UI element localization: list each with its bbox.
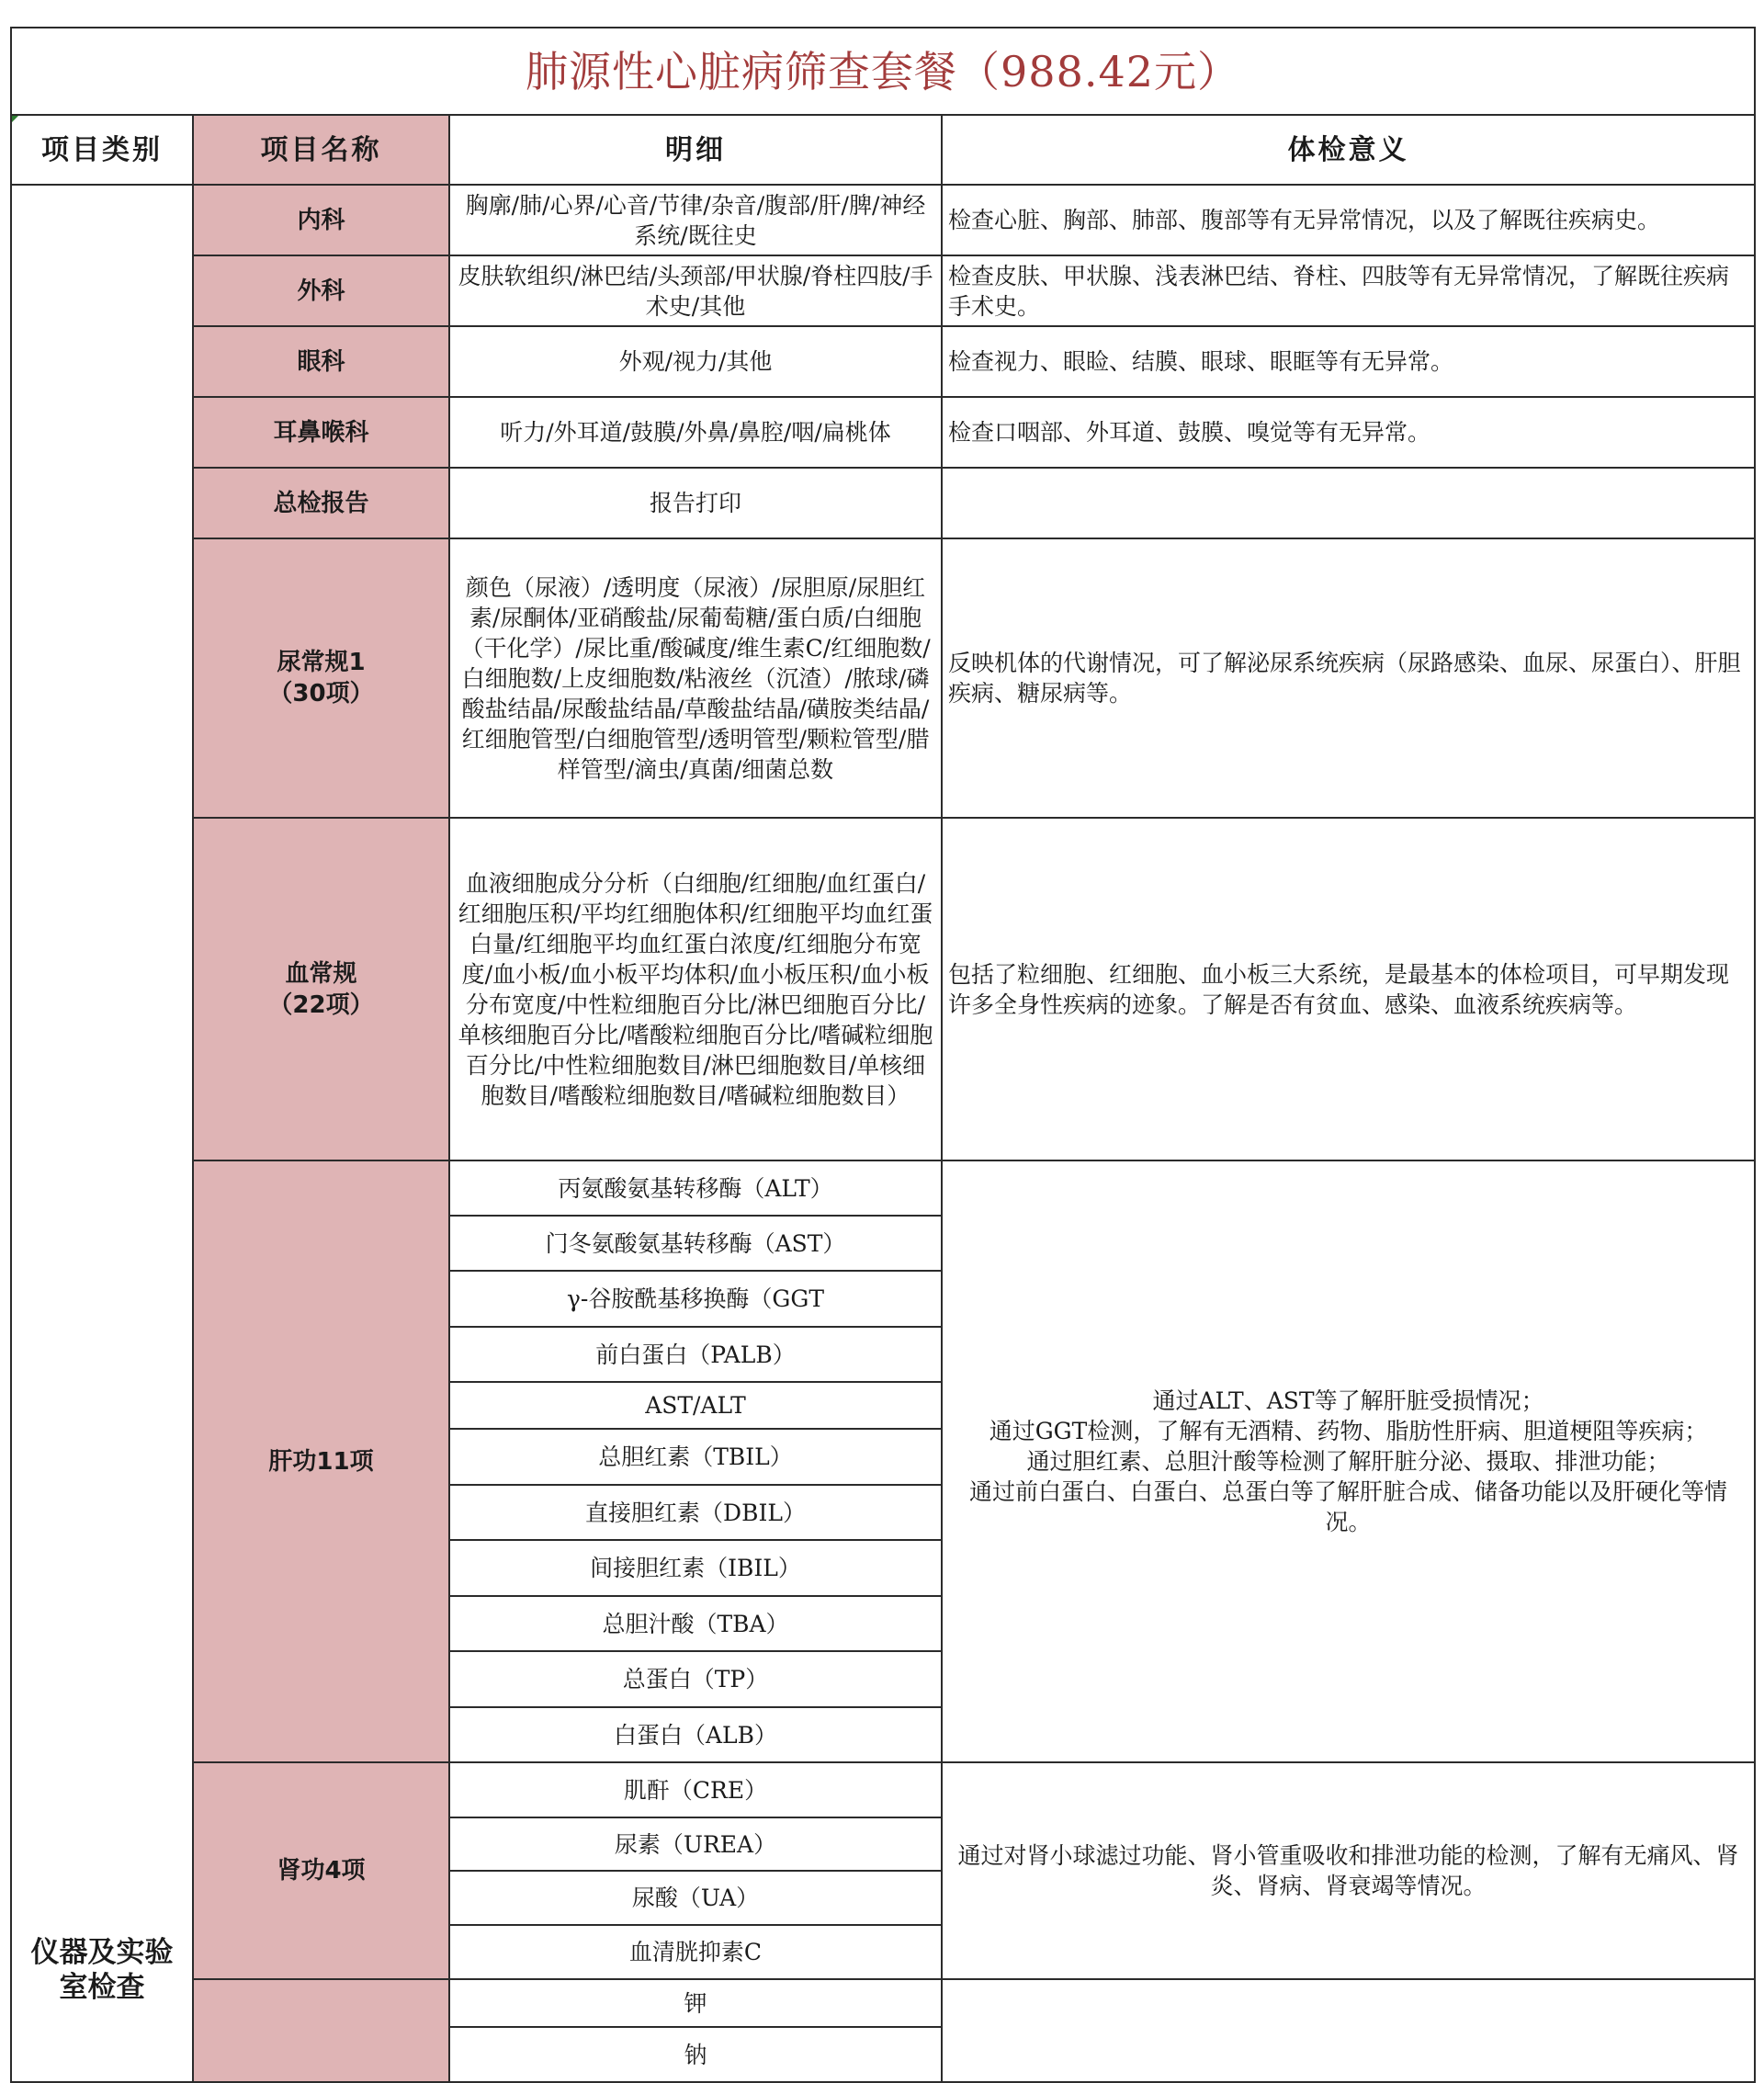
table-row (11, 1979, 1755, 2027)
header-detail: 明细 (449, 115, 942, 185)
header-row (11, 115, 1755, 185)
kidney-item: 肌酐（CRE） (449, 1762, 942, 1817)
table-row (11, 818, 1755, 1160)
header-meaning: 体检意义 (942, 115, 1755, 185)
item-detail: 皮肤软组织/淋巴结/头颈部/甲状腺/脊柱四肢/手术史/其他 (449, 255, 942, 326)
package-table (10, 27, 1756, 2083)
item-detail: 颜色（尿液）/透明度（尿液）/尿胆原/尿胆红素/尿酮体/亚硝酸盐/尿葡萄糖/蛋白质/白细胞（干化学）/尿比重/酸碱度/维生素C/红细胞数/白细胞数/上皮细胞数/粘液丝（沉渣）/脓球/磷酸盐结晶/尿酸盐结晶/草酸盐结晶/磺胺类结晶/红细胞管型/白细胞管型/透明管型/颗粒管型/腊样管型/滴虫/真菌/细菌总数 (449, 538, 942, 818)
kidney-item: 尿酸（UA） (449, 1871, 942, 1925)
item-detail: 报告打印 (449, 468, 942, 538)
table-row (11, 326, 1755, 397)
item-meaning: 检查口咽部、外耳道、鼓膜、嗅觉等有无异常。 (942, 397, 1755, 468)
item-name: 内科 (193, 185, 449, 255)
liver-item: 白蛋白（ALB） (449, 1707, 942, 1762)
package-sheet (10, 27, 1756, 2083)
item-meaning: 反映机体的代谢情况，可了解泌尿系统疾病（尿路感染、血尿、尿蛋白）、肝胆疾病、糖尿病等。 (942, 538, 1755, 818)
electrolyte-item: 钾 (449, 1979, 942, 2027)
liver-item: AST/ALT (449, 1382, 942, 1429)
liver-item: 总胆红素（TBIL） (449, 1429, 942, 1485)
liver-item: 前白蛋白（PALB） (449, 1327, 942, 1382)
liver-item: 间接胆红素（IBIL） (449, 1540, 942, 1596)
title-row (11, 28, 1755, 115)
item-meaning (942, 468, 1755, 538)
liver-item: 丙氨酸氨基转移酶（ALT） (449, 1160, 942, 1216)
table-row (11, 468, 1755, 538)
item-name: 眼科 (193, 326, 449, 397)
liver-item: 门冬氨酸氨基转移酶（AST） (449, 1216, 942, 1271)
table-row (11, 1160, 1755, 1216)
header-category: 项目类别 (11, 115, 193, 185)
item-detail: 血液细胞成分分析（白细胞/红细胞/血红蛋白/红细胞压积/平均红细胞体积/红细胞平均血红蛋白量/红细胞平均血红蛋白浓度/红细胞分布宽度/血小板/血小板平均体积/血小板压积/血小板分布宽度/中性粒细胞百分比/淋巴细胞百分比/单核细胞百分比/嗜酸粒细胞百分比/嗜碱粒细胞百分比/中性粒细胞数目/淋巴细胞数目/单核细胞数目/嗜酸粒细胞数目/嗜碱粒细胞数目） (449, 818, 942, 1160)
item-meaning: 通过对肾小球滤过功能、肾小管重吸收和排泄功能的检测，了解有无痛风、肾炎、肾病、肾衰竭等情况。 (942, 1762, 1755, 1979)
category-cell: 仪器及实验室检查 (11, 185, 193, 2082)
electrolyte-item: 钠 (449, 2027, 942, 2082)
item-detail: 胸廓/肺/心界/心音/节律/杂音/腹部/肝/脾/神经系统/既往史 (449, 185, 942, 255)
item-meaning: 包括了粒细胞、红细胞、血小板三大系统，是最基本的体检项目，可早期发现许多全身性疾病的迹象。了解是否有贫血、感染、血液系统疾病等。 (942, 818, 1755, 1160)
item-name: 耳鼻喉科 (193, 397, 449, 468)
table-row (11, 397, 1755, 468)
item-name: 肾功4项 (193, 1762, 449, 1979)
item-name (193, 1979, 449, 2082)
table-row (11, 538, 1755, 818)
item-name: 尿常规1 （30项） (193, 538, 449, 818)
item-meaning: 检查心脏、胸部、肺部、腹部等有无异常情况，以及了解既往疾病史。 (942, 185, 1755, 255)
kidney-item: 血清胱抑素C (449, 1925, 942, 1979)
item-detail: 听力/外耳道/鼓膜/外鼻/鼻腔/咽/扁桃体 (449, 397, 942, 468)
header-name: 项目名称 (193, 115, 449, 185)
liver-item: 总蛋白（TP） (449, 1651, 942, 1707)
liver-item: γ-谷胺酰基移换酶（GGT (449, 1271, 942, 1327)
page-title: 肺源性心脏病筛查套餐（988.42元） (11, 28, 1755, 115)
table-row (11, 1762, 1755, 1817)
table-row (11, 255, 1755, 326)
item-name: 肝功11项 (193, 1160, 449, 1762)
liver-item: 直接胆红素（DBIL） (449, 1485, 942, 1540)
item-meaning: 检查皮肤、甲状腺、浅表淋巴结、脊柱、四肢等有无异常情况，了解既往疾病手术史。 (942, 255, 1755, 326)
item-meaning: 检查视力、眼睑、结膜、眼球、眼眶等有无异常。 (942, 326, 1755, 397)
item-name: 总检报告 (193, 468, 449, 538)
kidney-item: 尿素（UREA） (449, 1817, 942, 1871)
item-name: 血常规 （22项） (193, 818, 449, 1160)
table-row (11, 185, 1755, 255)
item-meaning (942, 1979, 1755, 2082)
liver-item: 总胆汁酸（TBA） (449, 1596, 942, 1651)
item-name: 外科 (193, 255, 449, 326)
item-meaning: 通过ALT、AST等了解肝脏受损情况； 通过GGT检测，了解有无酒精、药物、脂肪性肝病、胆道梗阻等疾病； 通过胆红素、总胆汁酸等检测了解肝脏分泌、摄取、排泄功能； 通过前白蛋白、白蛋白、总蛋白等了解肝脏合成、储备功能以及肝硬化等情况。 (942, 1160, 1755, 1762)
item-detail: 外观/视力/其他 (449, 326, 942, 397)
